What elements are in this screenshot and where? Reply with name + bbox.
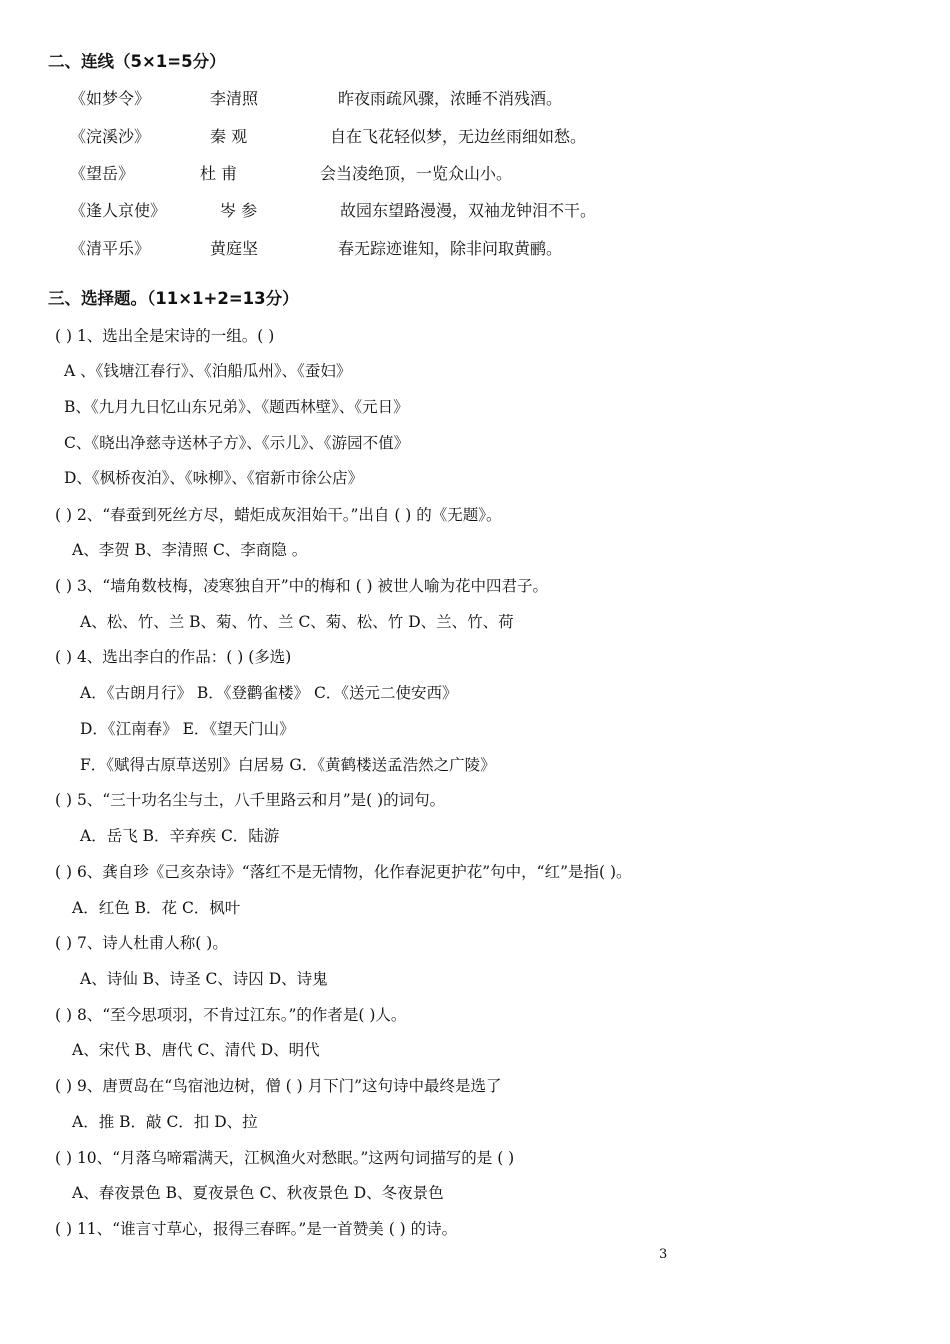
question-line: ( ) 1、选出全是宋诗的一组。( ) [55,327,275,345]
match-row [0,238,950,260]
poem-author: 黄庭坚 [210,239,259,258]
question-line: ( ) 11、“谁言寸草心，报得三春晖。”是一首赞美 ( ) 的诗。 [55,1220,458,1238]
poem-title: 《清平乐》 [70,239,151,258]
option-line: D、《枫桥夜泊》、《咏柳》、《宿新市徐公店》 [64,469,364,487]
question-line: ( ) 6、龚自珍《己亥杂诗》“落红不是无情物，化作春泥更护花”句中，“红”是指( )。 [55,863,632,881]
poem-author: 秦 观 [210,127,248,146]
question-line: ( ) 8、“至今思项羽，不肯过江东。”的作者是( )人。 [55,1006,407,1024]
match-row [0,126,950,148]
question-line: ( ) 10、“月落乌啼霜满天，江枫渔火对愁眠。”这两句词描写的是 ( ) [55,1149,515,1167]
option-line: A．《古朗月行》 B．《登鹳雀楼》 C．《送元二使安西》 [80,684,458,702]
question-line: ( ) 3、“墙角数枝梅，凌寒独自开”中的梅和 ( ) 被世人喻为花中四君子。 [55,577,549,595]
question-line: ( ) 5、“三十功名尘与土，八千里路云和月”是( )的词句。 [55,791,446,809]
option-line: A、松、竹、兰 B、菊、竹、兰 C、菊、松、竹 D、兰、竹、荷 [80,613,514,631]
option-line: A．红色 B．花 C．枫叶 [72,899,241,917]
poem-title: 《浣溪沙》 [70,127,151,146]
poem-author: 李清照 [210,89,259,108]
match-row [0,163,950,185]
question-line: ( ) 7、诗人杜甫人称( )。 [55,934,228,952]
match-row [0,200,950,222]
page-number: 3 [659,1247,668,1262]
option-line: A、李贺 B、李清照 C、李商隐 。 [72,541,308,559]
option-line: C、《晓出净慈寺送林子方》、《示儿》、《游园不值》 [64,434,410,452]
question-line: ( ) 2、“春蚕到死丝方尽，蜡炬成灰泪始干。”出自 ( ) 的《无题》。 [55,506,502,524]
poem-line: 春无踪迹谁知，除非问取黄鹂。 [338,239,563,258]
option-line: A．岳飞 B．辛弃疾 C．陆游 [80,827,280,845]
question-line: ( ) 9、唐贾岛在“鸟宿池边树，僧 ( ) 月下门”这句诗中最终是选了 [55,1077,502,1095]
option-line: F．《赋得古原草送别》白居易 G．《黄鹤楼送孟浩然之广陵》 [80,756,496,774]
poem-title: 《如梦令》 [70,89,151,108]
poem-title: 《逢人京使》 [70,201,167,220]
poem-line: 自在飞花轻似梦，无边丝雨细如愁。 [330,127,587,146]
question-line: ( ) 4、选出李白的作品：( ) (多选) [55,648,292,666]
option-line: A 、《钱塘江春行》、《泊船瓜州》、《蚕妇》 [64,362,352,380]
poem-line: 会当凌绝顶，一览众山小。 [320,164,513,183]
option-line: D．《江南春》 E．《望天门山》 [80,720,295,738]
poem-author: 杜 甫 [200,164,238,183]
section-2-heading: 二、连线（5×1=5分） [48,52,226,71]
option-line: B、《九月九日忆山东兄弟》、《题西林壁》、《元日》 [64,398,409,416]
option-line: A、春夜景色 B、夏夜景色 C、秋夜景色 D、冬夜景色 [72,1184,444,1202]
option-line: A、宋代 B、唐代 C、清代 D、明代 [72,1041,320,1059]
poem-line: 故园东望路漫漫，双袖龙钟泪不干。 [340,201,597,220]
poem-author: 岑 参 [220,201,258,220]
section-3-heading: 三、选择题。（11×1+2=13分） [48,289,299,308]
poem-line: 昨夜雨疏风骤，浓睡不消残酒。 [338,89,563,108]
option-line: A．推 B．敲 C．扣 D、拉 [72,1113,258,1131]
match-row [0,88,950,110]
option-line: A、诗仙 B、诗圣 C、诗囚 D、诗鬼 [80,970,328,988]
poem-title: 《望岳》 [70,164,135,183]
